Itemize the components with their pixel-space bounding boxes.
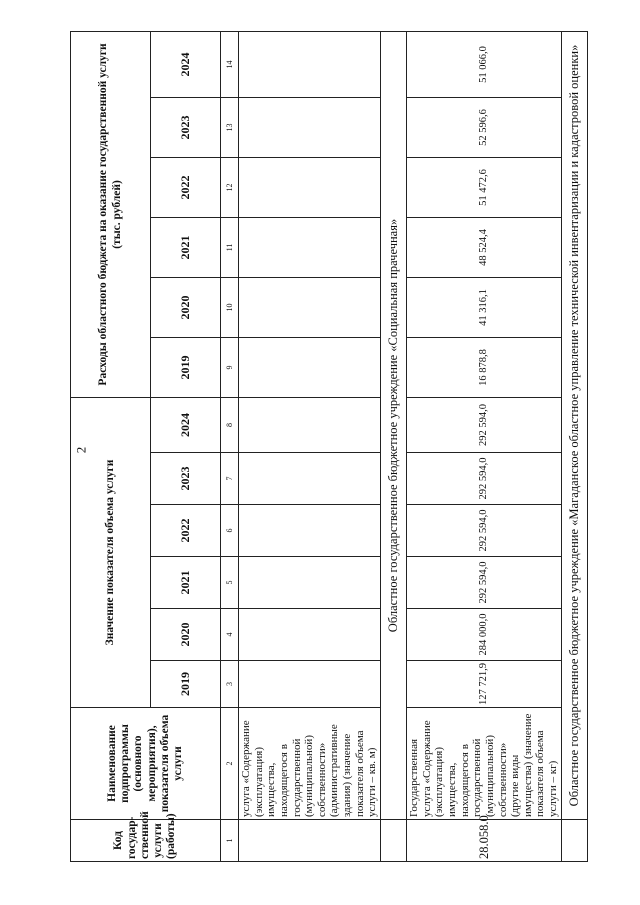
column-number: 3 [221, 661, 239, 708]
header-name: Наименование подпрограммы (основного мероприятия), показателя объема услуги [71, 708, 221, 820]
expense-value: 51 066,0 [407, 31, 562, 97]
row-code: 28.058.0 [407, 820, 562, 862]
institution-row [381, 31, 407, 861]
column-number: 9 [221, 337, 239, 397]
expense-value: 41 316,1 [407, 277, 562, 337]
table-row [239, 31, 381, 861]
column-number: 1 [221, 820, 239, 862]
column-number: 13 [221, 97, 239, 157]
column-number: 5 [221, 557, 239, 609]
table-row [407, 31, 562, 861]
column-number: 4 [221, 609, 239, 661]
year-header: 2019 [151, 337, 221, 397]
rotated-table-container [70, 32, 582, 862]
column-number-row [221, 31, 239, 861]
column-number: 2 [221, 708, 239, 820]
column-number: 6 [221, 505, 239, 557]
column-number: 7 [221, 453, 239, 505]
year-header: 2024 [151, 31, 221, 97]
volume-value: 284 000,0 [407, 609, 562, 661]
column-number: 14 [221, 31, 239, 97]
volume-value: 292 594,0 [407, 505, 562, 557]
year-header: 2024 [151, 397, 221, 452]
header-expense-group: Расходы областного бюджета на оказание государственной услуги (тыс. рублей) [71, 31, 151, 397]
year-header: 2023 [151, 453, 221, 505]
column-number: 12 [221, 157, 239, 217]
column-number: 8 [221, 397, 239, 452]
header-code: Код госудаp-ственной услуги (работы) [71, 820, 221, 862]
expense-value: 48 524,4 [407, 217, 562, 277]
volume-value: 292 594,0 [407, 557, 562, 609]
institution-title: Областное государственное бюджетное учреждение «Социальная прачечная» [381, 31, 407, 819]
column-number: 11 [221, 217, 239, 277]
year-header: 2020 [151, 609, 221, 661]
year-header: 2020 [151, 277, 221, 337]
row-name: услуга «Содержание (эксплуатация) имущества, находящегося в государственной (муниципальной) собственности» (административные здания) (значение показателя объема услуги – кв. м) [239, 708, 381, 820]
volume-value: 292 594,0 [407, 397, 562, 452]
year-header: 2021 [151, 557, 221, 609]
institution-row [561, 31, 587, 861]
budget-table [70, 31, 588, 862]
row-code [239, 820, 381, 862]
column-number: 10 [221, 277, 239, 337]
year-header: 2019 [151, 661, 221, 708]
page-number: 2 [73, 446, 89, 454]
header-row-1 [71, 31, 151, 861]
expense-value: 52 596,6 [407, 97, 562, 157]
expense-value: 51 472,6 [407, 157, 562, 217]
year-header: 2022 [151, 157, 221, 217]
row-name: Государственная услуга «Содержание (эксплуатация) имущества, находящегося в государственной (муниципальной) собственности» (другие виды имущества) (значение показателя объема услуги – кг) [407, 708, 562, 820]
year-header: 2022 [151, 505, 221, 557]
header-volume-group: Значение показателя объема услуги [71, 397, 151, 707]
expense-value: 16 878,8 [407, 337, 562, 397]
year-header: 2021 [151, 217, 221, 277]
institution-title: Областное государственное бюджетное учреждение «Магаданское областное управление технической инвентаризации и кадастровой оценки» [561, 31, 587, 819]
year-header: 2023 [151, 97, 221, 157]
volume-value: 127 721,9 [407, 661, 562, 708]
volume-value: 292 594,0 [407, 453, 562, 505]
